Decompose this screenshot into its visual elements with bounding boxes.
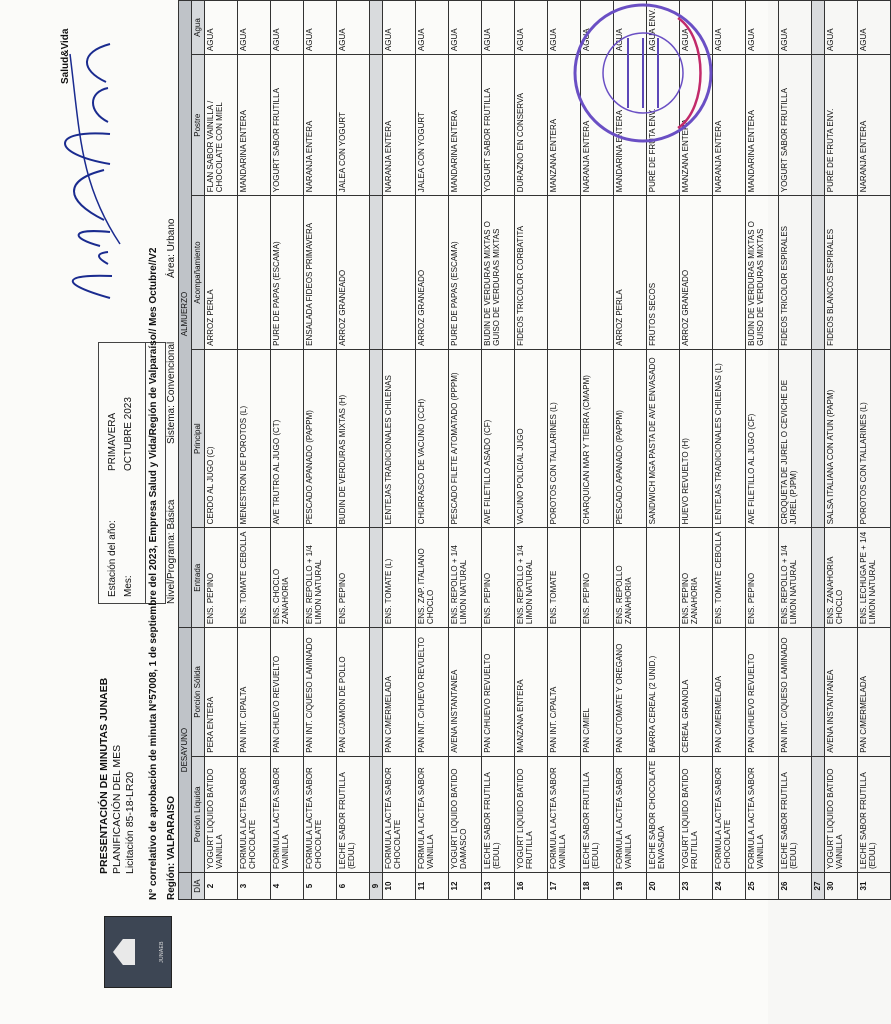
postre-col-header: Postre [192,55,205,196]
cell-agua: AGUA [581,1,614,55]
cell-entrada: ENS. ZANAHORIA CHOCLO [825,528,858,628]
cell-postre: MANDARINA ENTERA [614,55,647,196]
cell-day: 16 [515,873,548,900]
cell-entrada: ENS. TOMATE CEBOLLA [238,528,271,628]
cell-day: 5 [304,873,337,900]
cell-agua: AGUA [746,1,779,55]
cell-solida: PAN C/JAMON DE POLLO [337,628,370,757]
cell-postre: NARANJA ENTERA [858,55,891,196]
cell-solida: PAN INT. C/HUEVO REVUELTO [416,628,449,757]
cell-acomp: BUDIN DE VERDURAS MIXTAS O GUISO DE VERDURAS MIXTAS [746,196,779,350]
cell-principal: POROTOS CON TALLARINES (L) [548,349,581,528]
cell-day: 23 [680,873,713,900]
cell-acomp: ENSALADA FIDEOS PRIMAVERA [304,196,337,350]
cell-postre: PURÉ DE FRUTA ENV. [647,55,680,196]
cell-agua: AGUA [548,1,581,55]
cell-solida: PAN INT. C/QUESO LAMINADO [779,628,812,757]
junaeb-logo [104,916,172,988]
table-row [858,1,891,900]
cell-day: 4 [271,873,304,900]
table-row [271,1,304,900]
season-value: PRIMAVERA [107,412,118,471]
group-almuerzo: ALMUERZO [179,1,192,628]
document-titles [98,574,137,874]
cell-postre: JALEA CON YOGURT [337,55,370,196]
cell-postre: NARANJA ENTERA [383,55,416,196]
cell-solida: PAN C/MERMELADA [383,628,416,757]
level-label: Nivel/Programa: Básica [166,499,177,604]
month-value: OCTUBRE 2023 [123,397,134,471]
cell-agua: AGUA [858,1,891,55]
acomp-col-header: Acompañamiento [192,196,205,350]
table-row [515,1,548,900]
cell-postre: JALEA CON YOGURT [416,55,449,196]
cell-day: 11 [416,873,449,900]
cell-solida: AVENA INSTANTANEA [825,628,858,757]
cell-entrada: ENS. PEPINO [337,528,370,628]
cell-principal: LENTEJAS TRADICIONALES CHILENAS (L) [713,349,746,528]
cell-postre: MANZANA ENTERA [548,55,581,196]
cell-postre: MANDARINA ENTERA [238,55,271,196]
cell-entrada: ENS. PEPINO ZANAHORIA [680,528,713,628]
cell-solida [812,628,825,757]
junaeb-stamp [568,0,718,148]
cell-solida: PAN CHUEVO REVUELTO [271,628,304,757]
cell-acomp: PURE DE PAPAS (ESCAMA) [271,196,304,350]
cell-day: 9 [370,873,383,900]
cell-acomp: FIDEOS BLANCOS ESPIRALES [825,196,858,350]
month-label: Mes: [123,575,134,597]
system-label: Sistema: Convencional [166,341,177,444]
cell-solida: CEREAL GRANOLA [680,628,713,757]
cell-entrada: ENS. REPOLLO + 1/4 LIMON NATURAL [515,528,548,628]
cell-liquida: YOGURT LIQUIDO BATIDO VAINILLA [205,756,238,872]
cell-agua: AGUA [337,1,370,55]
cell-liquida: FORMULA LACTEA SABOR VAINILLA [614,756,647,872]
cell-day: 17 [548,873,581,900]
cell-principal: CROQUETA DE JUREL O CEVICHE DE JUREL (PJPM) [779,349,812,528]
cell-acomp [238,196,271,350]
cell-principal: PESCADO APANADO (PAPPM) [304,349,337,528]
cell-day: 13 [482,873,515,900]
cell-solida: PAN INT. C/QUESO LAMINADO [304,628,337,757]
cell-acomp [581,196,614,350]
cell-agua: AGUA [482,1,515,55]
cell-liquida: LECHE SABOR CHOCOLATE ENVASADA [647,756,680,872]
cell-day: 26 [779,873,812,900]
cell-postre: YOGURT SABOR FRUTILLA [779,55,812,196]
cell-acomp [370,196,383,350]
cell-postre: NARANJA ENTERA [304,55,337,196]
cell-solida: PAN C/MERMELADA [713,628,746,757]
cell-solida: MANZANA ENTERA [515,628,548,757]
cell-solida: PERA ENTERA [205,628,238,757]
cell-entrada: ENS. CHOCLO ZANAHORIA [271,528,304,628]
cell-solida: PAN C/TOMATE Y OREGANO [614,628,647,757]
agua-col-header: Agua [192,1,205,55]
cell-principal: PESCADO APANADO (PAPPM) [614,349,647,528]
cell-acomp: ARROZ GRANEADO [337,196,370,350]
cell-principal: AVE FILETILLO ASADO (CF) [482,349,515,528]
cell-acomp: FIDEOS TRICOLOR CORBATITA [515,196,548,350]
cell-day: 18 [581,873,614,900]
region-label: Región: VALPARAISO [166,795,177,900]
cell-postre: NARANJA ENTERA [713,55,746,196]
cell-day: 12 [449,873,482,900]
cell-agua: AGUA [271,1,304,55]
cell-acomp [713,196,746,350]
cell-solida: PAN INT. CIPALTA [238,628,271,757]
cell-solida: PAN C/MERMELADA [858,628,891,757]
cell-agua: AGUA [238,1,271,55]
cell-day: 25 [746,873,779,900]
signature-image [40,34,130,304]
cell-acomp: PURE DE PAPAS (ESCAMA) [449,196,482,350]
cell-principal: HUEVO REVUELTO (H) [680,349,713,528]
entrada-col-header: Entrada [192,528,205,628]
cell-entrada: ENS. PEPINO [581,528,614,628]
cell-liquida: YOGURT LIQUIDO BATIDO DAMASCO [449,756,482,872]
cell-day: 19 [614,873,647,900]
cell-entrada: ENS. REPOLLO + 1/4 LIMON NATURAL [449,528,482,628]
cell-liquida: FORMULA LACTEA SABOR VAINILLA [746,756,779,872]
cell-acomp [548,196,581,350]
cell-principal: PESCADO FILETE A/TOMATADO (PPPM) [449,349,482,528]
brand-salud-vida: Salud&Vida [60,28,71,84]
cell-entrada: ENS. REPOLLO + 1/4 LIMON NATURAL [304,528,337,628]
cell-agua: AGUA [779,1,812,55]
cell-postre: PURÉ DE FRUTA ENV. [825,55,858,196]
cell-entrada: ENS. PEPINO [482,528,515,628]
table-row [779,1,812,900]
cell-principal: CERDO AL JUGO (C) [205,349,238,528]
cell-liquida: FORMULA LACTEA SABOR VAINILLA [416,756,449,872]
cell-entrada: ENS. TOMATE [548,528,581,628]
group-desayuno: DESAYUNO [179,628,192,873]
cell-day: 2 [205,873,238,900]
table-row [205,1,238,900]
cell-day: 6 [337,873,370,900]
cell-day: 3 [238,873,271,900]
cell-liquida: FORMULA LACTEA SABOR CHOCOLATE [713,756,746,872]
table-row [416,1,449,900]
cell-solida: PAN C/MIEL [581,628,614,757]
cell-postre: MANDARINA ENTERA [449,55,482,196]
cell-liquida [812,756,825,872]
approval-line: N° correlativo de aprobación de minuta N°57008, 1 de septiembre del 2023, Empresa Salud y Vida/Región de Valparaíso// Mes Octubre//V2 [148,247,159,900]
cell-entrada [647,528,680,628]
cell-day: 20 [647,873,680,900]
menu-table [178,0,891,900]
cell-agua: AGUA [680,1,713,55]
cell-principal [812,349,825,528]
cell-liquida: FORMULA LACTEA SABOR CHOCOLATE [238,756,271,872]
cell-agua: AGUA [416,1,449,55]
solida-col-header: Porción Sólida [192,628,205,757]
cell-acomp [812,196,825,350]
cell-principal: POROTOS CON TALLARINES (L) [858,349,891,528]
logo-text: JUNAEB [159,941,165,963]
table-row [482,1,515,900]
cell-principal: MENESTRON DE POROTOS (L) [238,349,271,528]
cell-agua: AGUA ENV. [647,1,680,55]
cell-postre: DURAZNO EN CONSERVA [515,55,548,196]
cell-day: 10 [383,873,416,900]
cell-liquida: LECHE SABOR FRUTILLA (EDUL) [581,756,614,872]
cell-agua: AGUA [515,1,548,55]
cell-postre: YOGURT SABOR FRUTILLA [482,55,515,196]
cell-agua: AGUA [205,1,238,55]
cell-agua: AGUA [449,1,482,55]
cell-entrada [812,528,825,628]
table-row [383,1,416,900]
cell-day: 31 [858,873,891,900]
cell-acomp: ARROZ GRANEADO [680,196,713,350]
cell-day: 27 [812,873,825,900]
cell-solida: PAN INT. C/PALTA [548,628,581,757]
cell-liquida: YOGURT LIQUIDO BATIDO FRUTILLA [680,756,713,872]
cell-principal [370,349,383,528]
table-row [304,1,337,900]
cell-principal: BUDIN DE VERDURAS MIXTAS (H) [337,349,370,528]
cell-liquida: LECHE SABOR FRUTILLA (EDUL) [482,756,515,872]
cell-entrada: ENS. REPOLLO ZANAHORIA [614,528,647,628]
cell-acomp: FIDEOS TRICOLOR ESPIRALES [779,196,812,350]
cell-postre: FLAN SABOR VAINILLA / CHOCOLATE CON MIEL [205,55,238,196]
cell-acomp: FRUTOS SECOS [647,196,680,350]
cell-agua: AGUA [614,1,647,55]
table-row [238,1,271,900]
cell-solida: PAN C/HUEVO REVUELTO [482,628,515,757]
licitacion-label: Licitación 85-18-LR20 [124,771,136,874]
cell-agua: AGUA [713,1,746,55]
cell-liquida: YOGURT LIQUIDO BATIDO VAINILLA [825,756,858,872]
cell-postre [812,55,825,196]
cell-postre: MANZANA ENTERA [680,55,713,196]
document-subtitle: PLANIFICACIÓN DEL MES [111,744,123,874]
cell-liquida: FORMULA LACTEA SABOR CHOCOLATE [304,756,337,872]
table-row [746,1,779,900]
cell-acomp: BUDIN DE VERDURAS MIXTAS O GUISO DE VERDURAS MIXTAS [482,196,515,350]
cell-liquida: FORMULA LACTEA SABOR VAINILLA [271,756,304,872]
cell-entrada: ENS. PEPINO [746,528,779,628]
cell-postre: NARANJA ENTERA [581,55,614,196]
cell-liquida [370,756,383,872]
cell-entrada: ENS. LECHUGA PE + 1/4 LIMON NATURAL [858,528,891,628]
cell-acomp: ARROZ PERLA [205,196,238,350]
cell-agua: AGUA [304,1,337,55]
cell-postre [370,55,383,196]
cell-acomp: ARROZ PERLA [614,196,647,350]
cell-liquida: FORMULA LACTEA SABOR CHOCOLATE [383,756,416,872]
cell-acomp [858,196,891,350]
cell-liquida: LECHE SABOR FRUTILLA (EDUL) [337,756,370,872]
cell-agua: AGUA [383,1,416,55]
cell-solida: PAN C/HUEVO REVUELTO [746,628,779,757]
cell-principal: AVE FILETILLO AL JUGO (CF) [746,349,779,528]
cell-day: 24 [713,873,746,900]
cell-liquida: FORMULA LACTEA SABOR VAINILLA [548,756,581,872]
cell-principal: SALSA ITALIANA CON ATUN (PAPM) [825,349,858,528]
cell-solida [370,628,383,757]
table-row [337,1,370,900]
cell-liquida: LECHE SABOR FRUTILLA (EDUL) [858,756,891,872]
table-row [812,1,825,900]
cell-agua [812,1,825,55]
liquida-col-header: Porción Líquida [192,756,205,872]
cell-principal: LENTEJAS TRADICIONALES CHILENAS [383,349,416,528]
cell-acomp: ARROZ GRANEADO [416,196,449,350]
table-row [825,1,858,900]
cell-entrada: ENS. REPOLLO + 1/4 LIMON NATURAL [779,528,812,628]
cell-principal: CHURRASCO DE VACUNO (CCH) [416,349,449,528]
cell-entrada: ENS. TOMATE (L) [383,528,416,628]
cell-acomp [383,196,416,350]
cell-agua [370,1,383,55]
cell-principal: SANDWICH MGA PASTA DE AVE ENVASADO [647,349,680,528]
cell-liquida: YOGURT LIQUIDO BATIDO FRUTILLA [515,756,548,872]
cell-liquida: LECHE SABOR FRUTILLA (EDUL) [779,756,812,872]
cell-entrada [370,528,383,628]
cell-postre: YOGURT SABOR FRUTILLA [271,55,304,196]
cell-solida: AVENA INSTANTANEA [449,628,482,757]
season-label: Estación del año: [107,520,118,597]
cell-entrada: ENS. TOMATE CEBOLLA [713,528,746,628]
cell-solida: BARRA CEREAL (2 UNID.) [647,628,680,757]
day-col-header: DÍA [192,873,205,900]
table-row [449,1,482,900]
principal-col-header: Principal [192,349,205,528]
cell-principal: CHARQUICAN MAR Y TIERRA (CMAPM) [581,349,614,528]
cell-day: 30 [825,873,858,900]
document-title: PRESENTACIÓN DE MINUTAS JUNAEB [98,677,110,874]
cell-principal: VACUNO POLICIAL JUGO [515,349,548,528]
cell-entrada: ENS. ZAP. ITALIANO CHOCLO [416,528,449,628]
header-blank [179,873,192,900]
cell-entrada: ENS. PEPINO [205,528,238,628]
table-row [370,1,383,900]
area-label: Área: Urbano [166,218,177,278]
cell-postre: MANDARINA ENTERA [746,55,779,196]
cell-agua: AGUA [825,1,858,55]
cell-principal: AVE TRUTRO AL JUGO (CT) [271,349,304,528]
